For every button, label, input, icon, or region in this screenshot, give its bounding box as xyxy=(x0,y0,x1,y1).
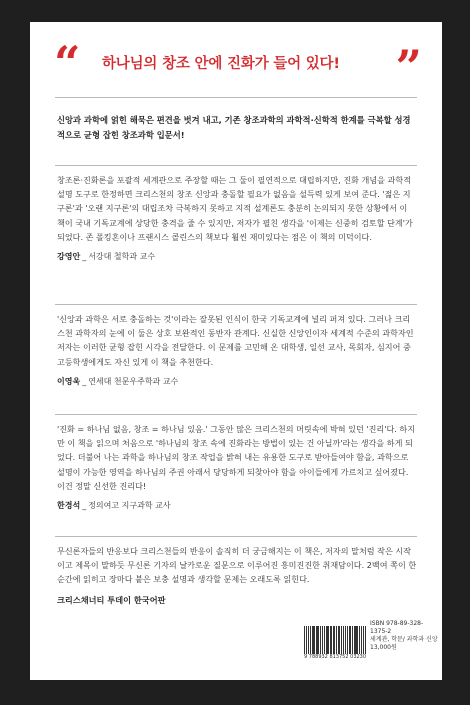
barcode-bar xyxy=(308,626,309,654)
barcode-bar xyxy=(363,626,364,654)
isbn-block xyxy=(370,620,440,652)
author-affiliation: 정의여고 지구과학 교사 xyxy=(88,501,171,511)
divider xyxy=(55,536,417,537)
review-3 xyxy=(57,422,417,513)
barcode-bar xyxy=(354,626,355,654)
barcode xyxy=(304,618,366,654)
barcode-bar xyxy=(349,626,351,654)
barcode-bar xyxy=(320,626,321,654)
barcode-bar xyxy=(326,626,328,654)
barcode-bar xyxy=(347,626,348,654)
author-name: 강영안 xyxy=(57,252,81,262)
divider xyxy=(55,165,417,166)
headline-banner xyxy=(40,30,432,92)
isbn-category: 세계관, 학문/ 과학과 신앙 xyxy=(370,636,438,643)
barcode-bar xyxy=(322,626,323,654)
barcode-bar xyxy=(331,626,332,654)
barcode-bar xyxy=(333,626,335,654)
divider xyxy=(55,414,417,415)
barcode-bar xyxy=(361,626,363,654)
barcode-bar xyxy=(338,626,340,654)
barcode-bar xyxy=(324,626,326,654)
author-affiliation: 연세대 천문우주학과 교수 xyxy=(88,376,179,386)
barcode-bar xyxy=(306,626,308,654)
headline-text: 하나님의 창조 안에 진화가 들어 있다! xyxy=(102,56,340,72)
review-author: 이영욱 _ 연세대 천문우주학과 교수 xyxy=(57,376,179,386)
closing-source: 크리스채너티 투데이 한국어판 xyxy=(57,594,166,605)
barcode-bar xyxy=(330,626,331,654)
divider xyxy=(55,304,417,305)
open-quote-icon: “ xyxy=(54,36,81,90)
close-quote-icon: ” xyxy=(395,40,422,94)
review-text: 창조론·진화론을 포괄적 세계관으로 주장할 때는 그 둘이 필연적으로 대립하지만, 진화 개념을 과학적 설명 도구로 한정하면 크리스천의 창조 신앙과 충돌할 필요가 없음을 설득력 있게 보여 준다. '젊은 지구론'과 '오랜 지구론'의 대립조차 극복하지 못하고 지적 설계론도 충분히 논의되지 못한 상황에서 이 책이 국내 기독교계에 상당한 충격을 줄 수 있지만, 저자가 펼친 생각을 '이제는 신중히 검토할 단계'가 되었다. 존 폴킹혼이나 프랜시스 콜린스의 책보다 훨씬 재미있다는 점은 이 책의 미덕이다. xyxy=(57,175,413,242)
review-1 xyxy=(57,173,417,264)
author-affiliation: 서강대 철학과 교수 xyxy=(88,252,156,262)
author-name: 이영욱 xyxy=(57,376,81,386)
barcode-bar xyxy=(316,626,317,654)
closing-text: 무신론자들의 반응보다 크리스천들의 반응이 솔직히 더 궁금해지는 이 책은, 저자의 말처럼 작은 시작이고 제목이 말하듯 무신론 기자의 날카로운 질문으로 이루어진 흥미진진한 취재담이다. 2백여 쪽이 한순간에 읽히고 장마다 붙은 보충 설명과 생각할 문제는 오래도록 읽힌다. xyxy=(57,546,417,585)
review-author: 한경석 _ 정의여고 지구과학 교사 xyxy=(57,501,171,511)
barcode-bar xyxy=(343,626,344,654)
author-name: 한경석 xyxy=(57,501,81,511)
barcode-bar xyxy=(359,626,360,654)
barcode-bar xyxy=(310,626,311,654)
barcode-bar xyxy=(336,626,337,654)
review-author: 강영안 _ 서강대 철학과 교수 xyxy=(57,252,156,262)
barcode-bar xyxy=(345,626,347,654)
barcode-bar xyxy=(304,626,305,654)
divider xyxy=(55,97,417,98)
barcode-number xyxy=(304,654,374,660)
closing-review xyxy=(57,544,417,607)
barcode-bar xyxy=(352,626,353,654)
intro-text: 신앙과 과학에 얽힌 해묵은 편견을 벗겨 내고, 기존 창조과학의 과학적·신학적 한계를 극복할 성경적으로 균형 잡힌 창조과학 입문서! xyxy=(57,115,411,140)
review-2 xyxy=(57,312,417,389)
barcode-bar xyxy=(341,626,342,654)
review-text: '신앙과 과학은 서로 충돌하는 것'이라는 잘못된 인식이 한국 기독교계에 널리 퍼져 있다. 그러나 크리스천 과학자의 눈에 이 둘은 상호 보완적인 동반자 관계다. 신실한 신앙인이자 세계적 수준의 과학자인 저자는 이러한 균형 잡힌 시각을 전달한다. 이 문제를 고민해 온 대학생, 일선 교사, 목회자, 심지어 중고등학생에게도 자신 있게 이 책을 추천한다. xyxy=(57,314,414,367)
back-cover xyxy=(30,22,442,680)
barcode-bar xyxy=(365,626,366,654)
barcode-addon: 03230 xyxy=(350,654,367,660)
barcode-bar xyxy=(317,626,319,654)
barcode-bar xyxy=(355,626,357,654)
price: 13,000원 xyxy=(370,644,397,651)
barcode-digits: 9 788932 813752 xyxy=(304,654,349,660)
barcode-bar xyxy=(312,626,314,654)
isbn-code: ISBN 978-89-328-1375-2 xyxy=(370,620,424,635)
review-text: '진화 = 하나님 없음, 창조 = 하나님 있음.' 그동안 많은 크리스천의 머릿속에 박혀 있던 '진리'다. 하지만 이 책을 읽으며 처음으로 '하나님의 창조 속에 진화라는 방법이 있는 건 아닐까'라는 생각을 하게 되었다. 더불어 나는 과학을 하나님의 창조 작업을 밝혀 내는 유용한 도구로 받아들여야 함을, 과학으로 설명이 가능한 영역을 하나님의 주권 아래서 당당하게 되찾아야 함을 아이들에게 가르치고 싶어졌다. 이건 정말 신선한 진리다! xyxy=(57,424,416,491)
